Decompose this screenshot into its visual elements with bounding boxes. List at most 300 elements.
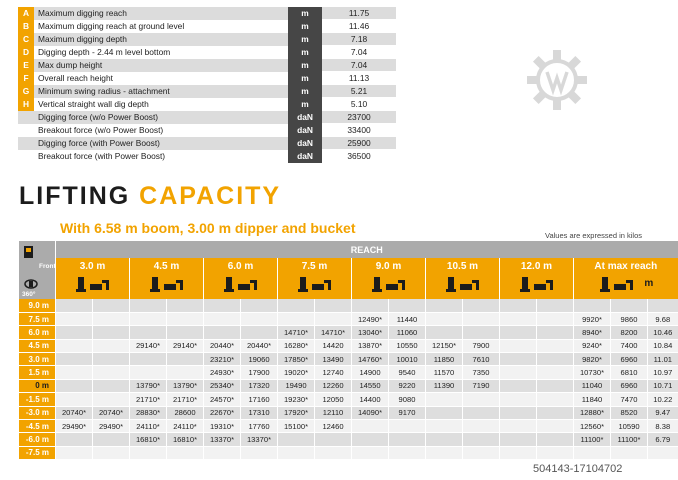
capacity-cell: 29140*	[167, 339, 204, 352]
capacity-cell	[500, 339, 537, 352]
height-row	[19, 406, 678, 419]
height-row	[19, 299, 678, 312]
capacity-cell: 7610	[463, 353, 500, 366]
capacity-cell	[241, 446, 278, 459]
spec-letter: F	[18, 72, 34, 85]
capacity-cell	[537, 312, 574, 325]
load-side-icon	[613, 275, 635, 293]
capacity-cell	[463, 326, 500, 339]
capacity-cell: 24930*	[204, 366, 241, 379]
capacity-cell: 28600	[167, 406, 204, 419]
capacity-cell	[537, 339, 574, 352]
capacity-cell	[352, 433, 389, 446]
capacity-cell: 9170	[389, 406, 426, 419]
spec-letter: A	[18, 7, 34, 20]
load-front-icon	[599, 275, 611, 293]
capacity-cell	[278, 446, 315, 459]
capacity-cell	[389, 299, 426, 312]
capacity-cell: 14760*	[352, 353, 389, 366]
height-row	[19, 339, 678, 352]
capacity-cell	[56, 312, 93, 325]
capacity-cell: 9220	[389, 379, 426, 392]
capacity-cell: 11060	[389, 326, 426, 339]
capacity-cell	[500, 393, 537, 406]
capacity-cell: 10590	[611, 419, 648, 432]
spec-unit: m	[288, 98, 322, 111]
spec-unit: m	[288, 7, 322, 20]
capacity-cell: 24570*	[204, 393, 241, 406]
capacity-cell	[500, 446, 537, 459]
capacity-cell	[56, 326, 93, 339]
max-reach-column-header	[574, 258, 678, 299]
excavator-side-icon	[22, 244, 38, 260]
capacity-cell	[93, 446, 130, 459]
capacity-cell: 14900	[352, 366, 389, 379]
capacity-cell: 6.79	[648, 433, 678, 446]
capacity-cell	[574, 299, 611, 312]
capacity-cell: 12490*	[352, 312, 389, 325]
spec-unit: m	[288, 85, 322, 98]
capacity-cell	[93, 312, 130, 325]
spec-value: 5.21	[322, 85, 396, 98]
capacity-cell: 6960	[611, 353, 648, 366]
watermark-gear-icon	[525, 48, 589, 112]
height-row	[19, 419, 678, 432]
capacity-cell: 7350	[463, 366, 500, 379]
capacity-cell: 24110*	[167, 419, 204, 432]
height-label: 3.0 m	[19, 353, 56, 366]
spec-letter: G	[18, 85, 34, 98]
capacity-cell	[56, 446, 93, 459]
capacity-cell: 29490*	[56, 419, 93, 432]
capacity-cell: 10010	[389, 353, 426, 366]
capacity-cell	[426, 446, 463, 459]
height-label: 9.0 m	[19, 299, 56, 312]
capacity-cell	[500, 419, 537, 432]
height-row	[19, 353, 678, 366]
spec-unit: m	[288, 72, 322, 85]
capacity-cell: 14710*	[278, 326, 315, 339]
capacity-cell: 7190	[463, 379, 500, 392]
capacity-cell	[278, 433, 315, 446]
capacity-cell	[56, 393, 93, 406]
capacity-cell: 19230*	[278, 393, 315, 406]
capacity-cell: 17900	[241, 366, 278, 379]
height-label: -6.0 m	[19, 433, 56, 446]
load-front-icon	[297, 275, 309, 293]
spec-letter: H	[18, 98, 34, 111]
load-front-icon	[75, 275, 87, 293]
capacity-cell	[500, 406, 537, 419]
capacity-cell	[648, 446, 678, 459]
height-label: 6.0 m	[19, 326, 56, 339]
spec-value: 33400	[322, 124, 396, 137]
height-row	[19, 366, 678, 379]
spec-row	[18, 111, 396, 124]
capacity-cell	[537, 446, 574, 459]
spec-value: 7.18	[322, 33, 396, 46]
capacity-cell	[426, 433, 463, 446]
capacity-cell: 20440*	[241, 339, 278, 352]
spec-label: Breakout force (with Power Boost)	[18, 150, 288, 163]
capacity-cell: 13370*	[204, 433, 241, 446]
capacity-cell	[352, 446, 389, 459]
capacity-cell	[537, 299, 574, 312]
capacity-cell	[93, 366, 130, 379]
capacity-cell	[204, 446, 241, 459]
spec-row	[18, 72, 396, 85]
capacity-cell	[56, 339, 93, 352]
capacity-cell	[204, 299, 241, 312]
capacity-cell	[463, 433, 500, 446]
capacity-cell: 16280*	[278, 339, 315, 352]
capacity-cell	[241, 326, 278, 339]
capacity-cell: 25340*	[204, 379, 241, 392]
spec-row	[18, 7, 396, 20]
capacity-cell	[537, 406, 574, 419]
capacity-cell	[537, 419, 574, 432]
reach-distance-label: 6.0 m	[227, 261, 254, 272]
load-side-icon	[459, 275, 481, 293]
capacity-cell: 13790*	[130, 379, 167, 392]
capacity-cell: 17310	[241, 406, 278, 419]
spec-value: 7.04	[322, 46, 396, 59]
capacity-cell: 14420	[315, 339, 352, 352]
capacity-cell	[463, 312, 500, 325]
capacity-cell: 13870*	[352, 339, 389, 352]
capacity-cell: 7470	[611, 393, 648, 406]
capacity-cell	[93, 353, 130, 366]
capacity-cell: 10.97	[648, 366, 678, 379]
height-label: 1.5 m	[19, 366, 56, 379]
load-front-icon	[445, 275, 457, 293]
capacity-cell	[315, 446, 352, 459]
capacity-cell	[426, 312, 463, 325]
capacity-cell: 17160	[241, 393, 278, 406]
spec-unit: m	[288, 59, 322, 72]
capacity-cell	[93, 433, 130, 446]
capacity-cell	[537, 366, 574, 379]
capacity-cell	[204, 312, 241, 325]
capacity-cell: 12050	[315, 393, 352, 406]
height-row	[19, 379, 678, 392]
capacity-cell	[426, 326, 463, 339]
capacity-cell	[204, 326, 241, 339]
capacity-cell	[278, 299, 315, 312]
spec-row	[18, 124, 396, 137]
load-front-icon	[519, 275, 531, 293]
capacity-cell	[426, 299, 463, 312]
capacity-cell	[426, 406, 463, 419]
spec-unit: m	[288, 33, 322, 46]
spec-label: Breakout force (w/o Power Boost)	[18, 124, 288, 137]
capacity-cell	[537, 393, 574, 406]
capacity-cell	[130, 299, 167, 312]
capacity-cell: 12260	[315, 379, 352, 392]
capacity-cell	[500, 366, 537, 379]
reach-column-header	[204, 258, 278, 299]
capacity-cell	[56, 366, 93, 379]
spec-row	[18, 98, 396, 111]
capacity-cell: 19020*	[278, 366, 315, 379]
height-label: 4.5 m	[19, 339, 56, 352]
capacity-cell: 6810	[611, 366, 648, 379]
capacity-cell	[500, 326, 537, 339]
spec-value: 25900	[322, 137, 396, 150]
spec-unit: daN	[288, 124, 322, 137]
spec-row	[18, 137, 396, 150]
load-side-icon	[89, 275, 111, 293]
reach-column-header	[500, 258, 574, 299]
capacity-cell: 28830*	[130, 406, 167, 419]
capacity-cell: 9860	[611, 312, 648, 325]
capacity-cell: 15100*	[278, 419, 315, 432]
rotation-360-label: 360°	[22, 291, 36, 298]
load-front-icon	[149, 275, 161, 293]
capacity-cell	[426, 393, 463, 406]
capacity-cell: 9240*	[574, 339, 611, 352]
spec-row	[18, 150, 396, 163]
reach-column-header	[278, 258, 352, 299]
capacity-cell: 17850*	[278, 353, 315, 366]
capacity-cell: 13790*	[167, 379, 204, 392]
capacity-cell	[500, 353, 537, 366]
capacity-cell	[463, 419, 500, 432]
capacity-cell: 13370*	[241, 433, 278, 446]
capacity-cell: 10.46	[648, 326, 678, 339]
spec-label: Maximum digging reach at ground level	[34, 20, 288, 33]
capacity-cell: 11390	[426, 379, 463, 392]
capacity-cell: 14710*	[315, 326, 352, 339]
capacity-cell	[241, 299, 278, 312]
reach-distance-label: 3.0 m	[79, 261, 106, 272]
height-label: -7.5 m	[19, 446, 56, 459]
capacity-cell: 9.68	[648, 312, 678, 325]
capacity-cell: 14400	[352, 393, 389, 406]
reach-distance-label: 9.0 m	[375, 261, 402, 272]
spec-row	[18, 59, 396, 72]
capacity-cell: 11850	[426, 353, 463, 366]
capacity-cell	[463, 393, 500, 406]
spec-label: Max dump height	[34, 59, 288, 72]
reach-column-header	[130, 258, 204, 299]
lifting-capacity-title	[19, 182, 281, 210]
capacity-cell: 9080	[389, 393, 426, 406]
spec-label: Digging force (w/o Power Boost)	[18, 111, 288, 124]
capacity-cell: 8940*	[574, 326, 611, 339]
reach-column-header	[352, 258, 426, 299]
capacity-cell	[167, 312, 204, 325]
spec-label: Overall reach height	[34, 72, 288, 85]
capacity-cell: 12150*	[426, 339, 463, 352]
capacity-cell: 17920*	[278, 406, 315, 419]
capacity-cell: 29490*	[93, 419, 130, 432]
spec-row	[18, 33, 396, 46]
spec-value: 5.10	[322, 98, 396, 111]
height-label: 0 m	[19, 379, 56, 392]
capacity-cell	[93, 339, 130, 352]
reference-number: 504143-17104702	[533, 463, 623, 475]
capacity-cell: 7400	[611, 339, 648, 352]
reach-distance-label: 12.0 m	[520, 261, 553, 272]
capacity-cell	[130, 353, 167, 366]
spec-letter: B	[18, 20, 34, 33]
capacity-cell: 10550	[389, 339, 426, 352]
capacity-cell	[352, 419, 389, 432]
boom-configuration-subtitle: With 6.58 m boom, 3.00 m dipper and bucket	[60, 220, 356, 236]
capacity-cell	[315, 299, 352, 312]
front-label: Front	[39, 263, 56, 270]
spec-unit: m	[288, 20, 322, 33]
height-label: 7.5 m	[19, 312, 56, 325]
capacity-cell: 22670*	[204, 406, 241, 419]
spec-label: Maximum digging depth	[34, 33, 288, 46]
capacity-cell: 17320	[241, 379, 278, 392]
spec-value: 23700	[322, 111, 396, 124]
capacity-cell: 11840	[574, 393, 611, 406]
capacity-cell: 12460	[315, 419, 352, 432]
capacity-cell: 20740*	[93, 406, 130, 419]
capacity-cell: 16810*	[130, 433, 167, 446]
spec-label: Maximum digging reach	[34, 7, 288, 20]
capacity-cell: 13040*	[352, 326, 389, 339]
height-row	[19, 393, 678, 406]
capacity-cell	[389, 433, 426, 446]
capacity-cell: 10.71	[648, 379, 678, 392]
load-side-icon	[311, 275, 333, 293]
load-front-icon	[371, 275, 383, 293]
spec-unit: daN	[288, 150, 322, 163]
height-row	[19, 326, 678, 339]
capacity-cell	[426, 419, 463, 432]
capacity-cell	[352, 299, 389, 312]
height-row	[19, 433, 678, 446]
capacity-cell	[56, 299, 93, 312]
spec-value: 11.46	[322, 20, 396, 33]
corner-header-cell	[19, 241, 56, 299]
capacity-cell	[500, 379, 537, 392]
capacity-cell	[500, 312, 537, 325]
capacity-cell: 24110*	[130, 419, 167, 432]
capacity-cell: 10.22	[648, 393, 678, 406]
capacity-cell: 19060	[241, 353, 278, 366]
capacity-cell	[93, 326, 130, 339]
capacity-cell: 8520	[611, 406, 648, 419]
capacity-cell	[130, 326, 167, 339]
capacity-cell	[648, 299, 678, 312]
capacity-cell	[167, 326, 204, 339]
capacity-cell	[611, 446, 648, 459]
reach-header: REACH	[56, 241, 678, 258]
spec-row	[18, 20, 396, 33]
spec-label: Vertical straight wall dig depth	[34, 98, 288, 111]
capacity-cell	[537, 379, 574, 392]
capacity-cell: 8200	[611, 326, 648, 339]
specifications-table	[18, 7, 396, 163]
load-front-icon	[223, 275, 235, 293]
load-side-icon	[385, 275, 407, 293]
spec-unit: daN	[288, 137, 322, 150]
capacity-cell	[56, 433, 93, 446]
load-side-icon	[237, 275, 259, 293]
capacity-cell	[93, 393, 130, 406]
reach-distance-label: 7.5 m	[301, 261, 328, 272]
capacity-cell: 11100*	[611, 433, 648, 446]
capacity-cell: 14090*	[352, 406, 389, 419]
capacity-cell	[56, 379, 93, 392]
title-orange-part: CAPACITY	[139, 182, 282, 210]
capacity-cell: 11040	[574, 379, 611, 392]
swing-360-icon	[23, 277, 39, 291]
height-row	[19, 446, 678, 459]
capacity-cell: 19310*	[204, 419, 241, 432]
capacity-cell: 16810*	[167, 433, 204, 446]
capacity-cell: 12880*	[574, 406, 611, 419]
height-label: -1.5 m	[19, 393, 56, 406]
capacity-cell: 10.84	[648, 339, 678, 352]
spec-row	[18, 85, 396, 98]
capacity-cell: 11570	[426, 366, 463, 379]
capacity-cell: 9820*	[574, 353, 611, 366]
capacity-cell	[278, 312, 315, 325]
max-reach-label: At max reach	[594, 261, 658, 272]
capacity-cell	[389, 419, 426, 432]
capacity-cell: 7900	[463, 339, 500, 352]
capacity-cell: 11100*	[574, 433, 611, 446]
capacity-cell	[315, 433, 352, 446]
capacity-cell: 6960	[611, 379, 648, 392]
capacity-cell: 13490	[315, 353, 352, 366]
height-label: -3.0 m	[19, 406, 56, 419]
spec-label: Digging force (with Power Boost)	[18, 137, 288, 150]
capacity-cell: 20740*	[56, 406, 93, 419]
spec-unit: m	[288, 46, 322, 59]
spec-row	[18, 46, 396, 59]
load-side-icon	[163, 275, 185, 293]
capacity-cell: 12560*	[574, 419, 611, 432]
capacity-cell	[93, 379, 130, 392]
capacity-cell: 20440*	[204, 339, 241, 352]
capacity-cell	[167, 299, 204, 312]
capacity-cell	[241, 312, 278, 325]
spec-label: Minimum swing radius - attachment	[34, 85, 288, 98]
capacity-cell	[130, 312, 167, 325]
capacity-cell	[93, 299, 130, 312]
capacity-cell	[463, 299, 500, 312]
spec-value: 7.04	[322, 59, 396, 72]
capacity-cell: 21710*	[130, 393, 167, 406]
capacity-cell	[500, 299, 537, 312]
capacity-cell	[463, 406, 500, 419]
capacity-cell	[611, 299, 648, 312]
capacity-cell: 23210*	[204, 353, 241, 366]
capacity-cell: 8.38	[648, 419, 678, 432]
capacity-cell: 12110	[315, 406, 352, 419]
capacity-cell: 9540	[389, 366, 426, 379]
load-side-icon	[533, 275, 555, 293]
spec-value: 36500	[322, 150, 396, 163]
capacity-cell	[167, 366, 204, 379]
reach-distance-label: 10.5 m	[446, 261, 479, 272]
capacity-cell	[537, 433, 574, 446]
capacity-cell: 11440	[389, 312, 426, 325]
capacity-cell: 21710*	[167, 393, 204, 406]
capacity-cell	[167, 353, 204, 366]
capacity-cell	[389, 446, 426, 459]
reach-distance-label: 4.5 m	[153, 261, 180, 272]
capacity-cell	[537, 353, 574, 366]
capacity-cell	[130, 446, 167, 459]
